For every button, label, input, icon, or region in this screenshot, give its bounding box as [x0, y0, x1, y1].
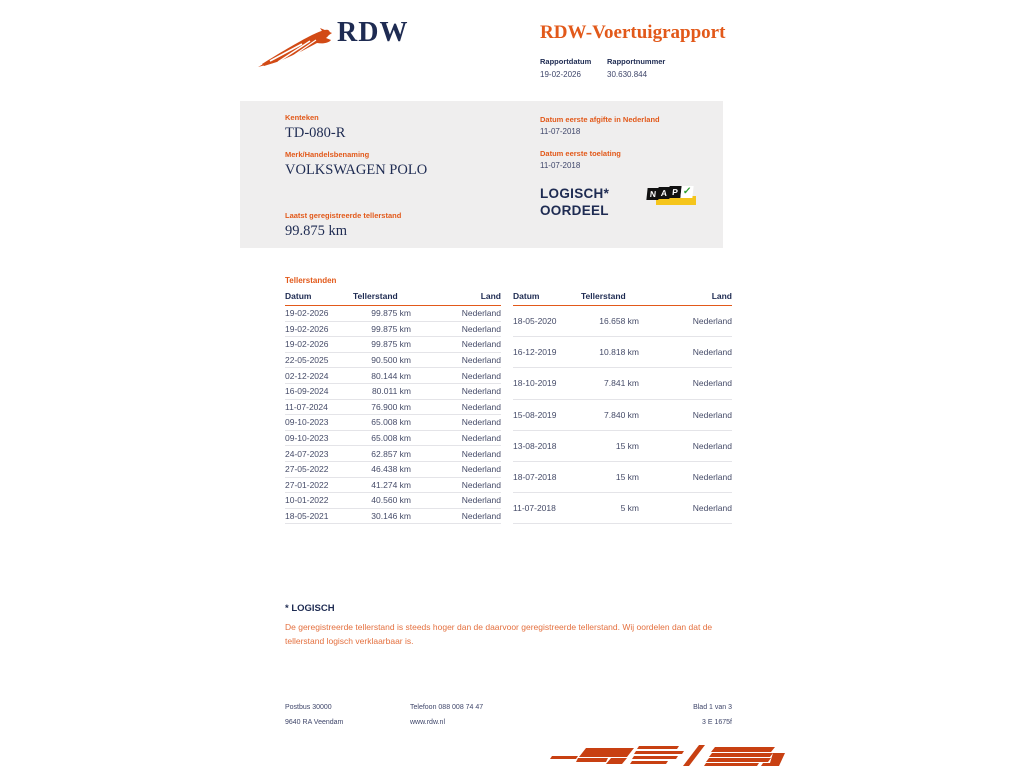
- tellerstand-cell: 76.900 km: [353, 399, 411, 415]
- tellerstand-cell: 10.818 km: [581, 337, 639, 368]
- datum-cell: 02-12-2024: [285, 368, 353, 384]
- land-cell: Nederland: [411, 383, 501, 399]
- datum-cell: 19-02-2026: [285, 337, 353, 353]
- table-row: [285, 493, 501, 509]
- table-row: [285, 461, 501, 477]
- tellerstand-label: Laatst geregistreerde tellerstand: [285, 211, 402, 220]
- land-cell: Nederland: [411, 368, 501, 384]
- tellerstand-cell: 62.857 km: [353, 446, 411, 462]
- tellerstand-cell: 41.274 km: [353, 477, 411, 493]
- report-meta: [540, 57, 725, 79]
- footnote-text: De geregistreerde tellerstand is steeds hoger dan de daarvoor geregistreerde tellerstand. Wij oordelen dan dat de tellerstand logisch verklaarbaar is.: [285, 622, 713, 646]
- merk-field: [285, 150, 427, 179]
- land-cell: Nederland: [639, 399, 732, 430]
- table-row: [285, 415, 501, 431]
- rdw-logo-text: RDW: [337, 17, 409, 48]
- tellerstand-cell: 65.008 km: [353, 415, 411, 431]
- datum-cell: 13-08-2018: [513, 430, 581, 461]
- land-cell: Nederland: [411, 461, 501, 477]
- tellerstand-cell: 7.840 km: [581, 399, 639, 430]
- table-row: [513, 399, 732, 430]
- kenteken-value: TD-080-R: [285, 125, 346, 141]
- tellerstand-field: [285, 211, 401, 240]
- tellerstand-cell: 99.875 km: [353, 306, 411, 322]
- datum-cell: 27-05-2022: [285, 461, 353, 477]
- table-row: [285, 383, 501, 399]
- datum-cell: 16-12-2019: [513, 337, 581, 368]
- datum-cell: 19-02-2026: [285, 306, 353, 322]
- footer-address: [285, 700, 410, 730]
- datum-cell: 15-08-2019: [513, 399, 581, 430]
- datum-cell: 16-09-2024: [285, 383, 353, 399]
- table-row: [285, 321, 501, 337]
- report-date-label: Rapportdatum: [540, 57, 592, 66]
- footnote-title: * LOGISCH: [285, 603, 335, 614]
- report-header: [540, 22, 725, 79]
- footer-page-number: Blad 1 van 3: [693, 704, 732, 711]
- land-cell: Nederland: [411, 352, 501, 368]
- oordeel-line2: OORDEEL: [540, 203, 609, 218]
- toelating-value: 11-07-2018: [540, 161, 581, 170]
- decorative-stripes-graphic: [549, 744, 785, 768]
- datum-cell: 27-01-2022: [285, 477, 353, 493]
- column-header-tellerstand: Tellerstand: [353, 288, 411, 306]
- column-header-datum: Datum: [285, 288, 353, 306]
- afgifte-field: [540, 115, 660, 136]
- oordeel-text: [540, 185, 609, 219]
- tellerstand-cell: 7.841 km: [581, 368, 639, 399]
- vehicle-summary-panel: [240, 101, 723, 248]
- tellerstanden-table-right: [513, 288, 732, 524]
- table-row: [285, 306, 501, 322]
- datum-cell: 11-07-2018: [513, 493, 581, 524]
- afgifte-value: 11-07-2018: [540, 127, 581, 136]
- table-row: [513, 306, 732, 337]
- footer-address-line1: Postbus 30000: [285, 704, 332, 711]
- toelating-field: [540, 149, 621, 170]
- table-row: [513, 368, 732, 399]
- nap-letter-a: A: [657, 187, 670, 199]
- land-cell: Nederland: [411, 306, 501, 322]
- table-row: [285, 352, 501, 368]
- footer-phone: Telefoon 088 008 74 47: [410, 704, 484, 711]
- column-header-land: Land: [639, 288, 732, 306]
- column-header-tellerstand: Tellerstand: [581, 288, 639, 306]
- datum-cell: 09-10-2023: [285, 415, 353, 431]
- table-row: [513, 430, 732, 461]
- table-row: [513, 461, 732, 492]
- kenteken-label: Kenteken: [285, 113, 319, 122]
- report-number-value: 30.630.844: [607, 70, 648, 79]
- toelating-label: Datum eerste toelating: [540, 149, 621, 158]
- tellerstand-cell: 80.011 km: [353, 383, 411, 399]
- datum-cell: 10-01-2022: [285, 493, 353, 509]
- report-number-label: Rapportnummer: [607, 57, 666, 66]
- land-cell: Nederland: [639, 337, 732, 368]
- land-cell: Nederland: [639, 493, 732, 524]
- tellerstand-cell: 99.875 km: [353, 337, 411, 353]
- datum-cell: 22-05-2025: [285, 352, 353, 368]
- datum-cell: 09-10-2023: [285, 430, 353, 446]
- table-row: [285, 337, 501, 353]
- oordeel-line1: LOGISCH*: [540, 186, 610, 201]
- nap-checkmark-icon: ✓: [682, 186, 692, 197]
- land-cell: Nederland: [639, 368, 732, 399]
- footer-address-line2: 9640 RA Veendam: [285, 719, 344, 726]
- tellerstand-cell: 15 km: [581, 461, 639, 492]
- nap-logo: [647, 185, 699, 209]
- nap-letter-n: N: [646, 188, 659, 200]
- report-date-value: 19-02-2026: [540, 70, 581, 79]
- footer-contact: [410, 700, 693, 730]
- datum-cell: 24-07-2023: [285, 446, 353, 462]
- table-row: [513, 337, 732, 368]
- footer-form-code: 3 E 1675f: [702, 719, 732, 726]
- page-footer: [285, 700, 732, 730]
- tellerstand-cell: 15 km: [581, 430, 639, 461]
- footer-page-info: [693, 700, 732, 730]
- datum-cell: 18-07-2018: [513, 461, 581, 492]
- land-cell: Nederland: [411, 446, 501, 462]
- land-cell: Nederland: [411, 415, 501, 431]
- datum-cell: 18-05-2020: [513, 306, 581, 337]
- tellerstand-cell: 46.438 km: [353, 461, 411, 477]
- tellerstand-cell: 99.875 km: [353, 321, 411, 337]
- afgifte-label: Datum eerste afgifte in Nederland: [540, 115, 660, 124]
- land-cell: Nederland: [411, 337, 501, 353]
- tellerstanden-table-left: [285, 288, 501, 524]
- land-cell: Nederland: [411, 321, 501, 337]
- datum-cell: 11-07-2024: [285, 399, 353, 415]
- table-row: [285, 477, 501, 493]
- datum-cell: 18-05-2021: [285, 508, 353, 524]
- tellerstand-cell: 90.500 km: [353, 352, 411, 368]
- land-cell: Nederland: [411, 430, 501, 446]
- tellerstanden-title: Tellerstanden: [285, 276, 337, 285]
- table-header-row: [513, 288, 732, 306]
- table-row: [285, 508, 501, 524]
- rdw-bird-logo-icon: [256, 26, 336, 71]
- datum-cell: 19-02-2026: [285, 321, 353, 337]
- tellerstand-cell: 80.144 km: [353, 368, 411, 384]
- tellerstand-value: 99.875 km: [285, 223, 348, 239]
- footer-website: www.rdw.nl: [410, 719, 446, 726]
- tellerstand-cell: 30.146 km: [353, 508, 411, 524]
- table-header-row: [285, 288, 501, 306]
- nap-letter-p: P: [668, 186, 681, 198]
- merk-label: Merk/Handelsbenaming: [285, 150, 370, 159]
- table-row: [285, 368, 501, 384]
- table-row: [285, 430, 501, 446]
- land-cell: Nederland: [411, 493, 501, 509]
- land-cell: Nederland: [411, 508, 501, 524]
- land-cell: Nederland: [639, 461, 732, 492]
- kenteken-field: [285, 113, 345, 142]
- tellerstand-cell: 65.008 km: [353, 430, 411, 446]
- page-title: RDW-Voertuigrapport: [540, 22, 726, 43]
- land-cell: Nederland: [639, 306, 732, 337]
- table-row: [285, 399, 501, 415]
- land-cell: Nederland: [411, 399, 501, 415]
- land-cell: Nederland: [639, 430, 732, 461]
- tellerstanden-tables: [285, 288, 732, 524]
- merk-value: VOLKSWAGEN POLO: [285, 162, 428, 178]
- datum-cell: 18-10-2019: [513, 368, 581, 399]
- table-row: [513, 493, 732, 524]
- tellerstand-cell: 40.560 km: [353, 493, 411, 509]
- tellerstand-cell: 16.658 km: [581, 306, 639, 337]
- column-header-land: Land: [411, 288, 501, 306]
- logisch-footnote: [285, 603, 737, 648]
- table-row: [285, 446, 501, 462]
- land-cell: Nederland: [411, 477, 501, 493]
- column-header-datum: Datum: [513, 288, 581, 306]
- tellerstand-cell: 5 km: [581, 493, 639, 524]
